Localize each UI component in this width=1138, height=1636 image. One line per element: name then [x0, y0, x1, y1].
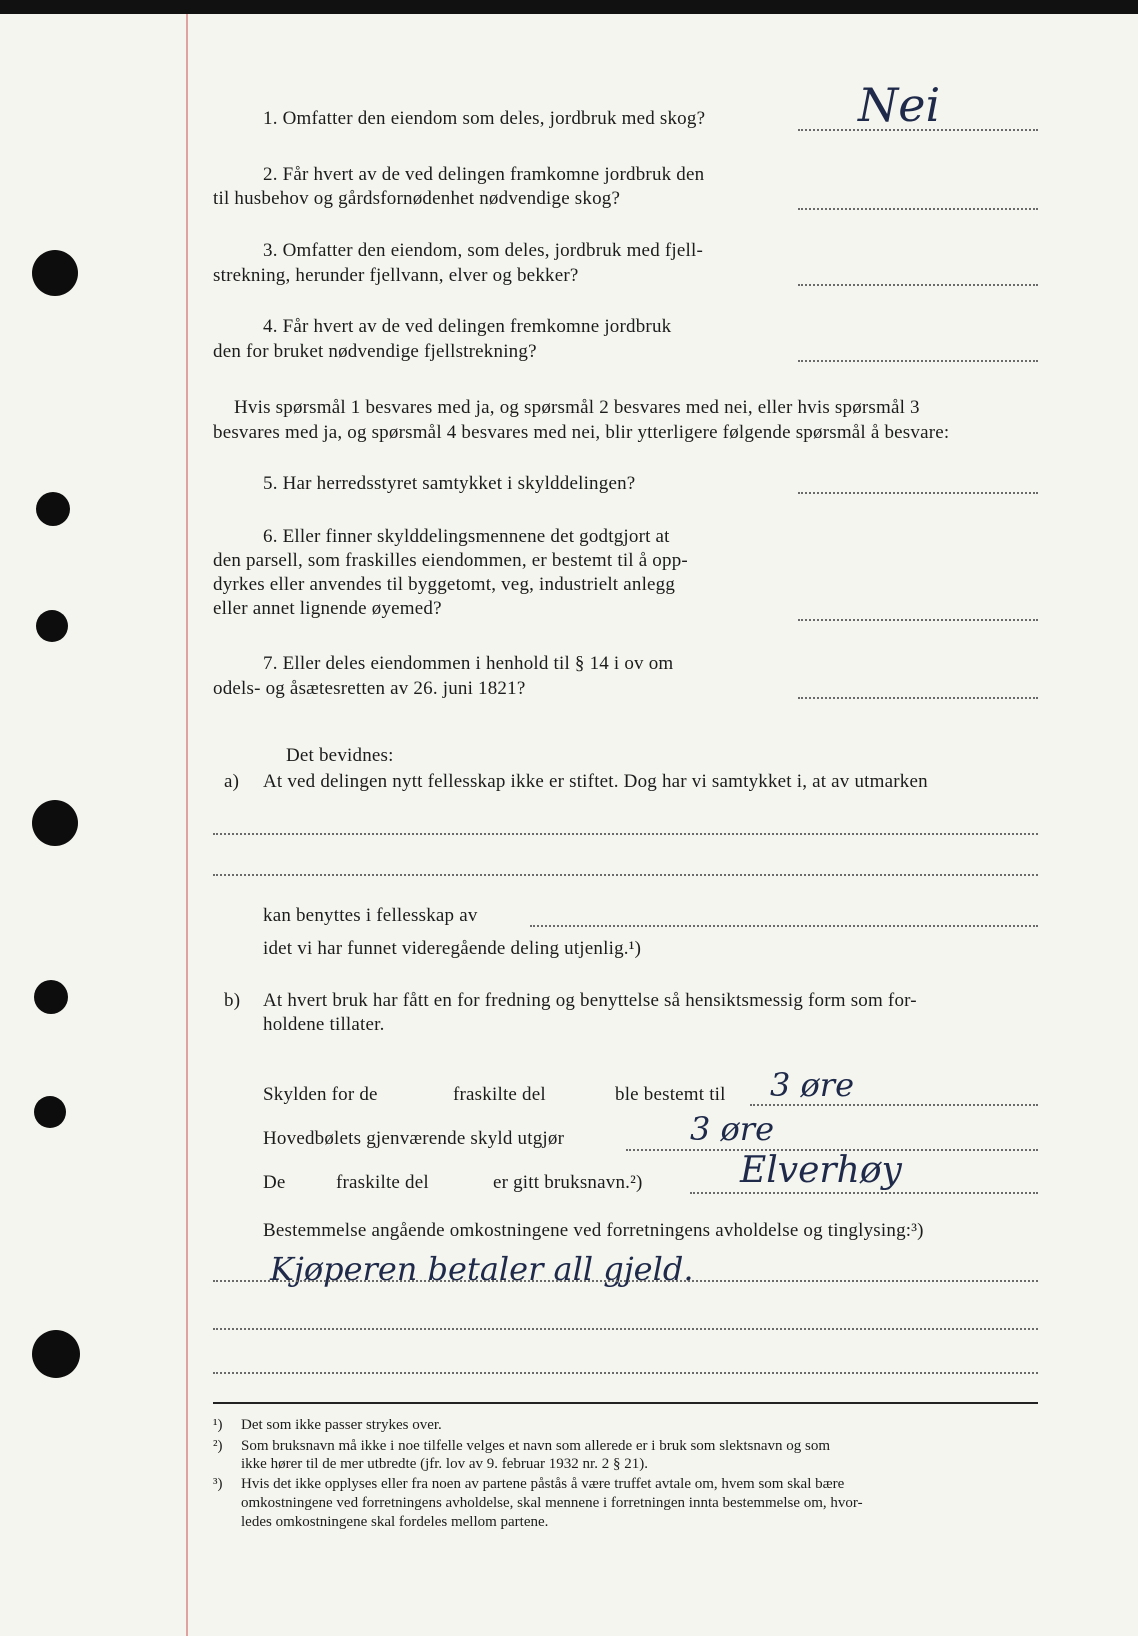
question-6-line-4: eller annet lignende øyemed?	[213, 598, 442, 619]
question-7-line-1: 7. Eller deles eiendommen i henhold til § 14 i ov om	[263, 653, 674, 674]
bruksnavn-label: er gitt bruksnavn.²)	[493, 1172, 643, 1193]
skyld-label-1: Skylden for de	[263, 1084, 378, 1105]
fraskilte-label: fraskilte del	[336, 1172, 429, 1193]
declaration-b-line-2: holdene tillater.	[263, 1014, 385, 1035]
shared-use-label: kan benyttes i fellesskap av	[263, 905, 478, 926]
punch-hole	[32, 1330, 80, 1378]
footnote-1: Det som ikke passer strykes over.	[241, 1417, 442, 1433]
question-6-line-1: 6. Eller finner skylddelingsmennene det godtgjort at	[263, 526, 670, 547]
punch-hole	[32, 250, 78, 296]
answer-line-6	[798, 619, 1038, 621]
cost-line-3	[213, 1372, 1038, 1374]
punch-hole	[34, 1096, 66, 1128]
skyld-value-handwritten: 3 øre	[770, 1066, 855, 1104]
question-7-line-2: odels- og åsætesretten av 26. juni 1821?	[213, 678, 526, 699]
question-4-line-1: 4. Får hvert av de ved delingen fremkomne jordbruk	[263, 316, 672, 337]
further-division-text: idet vi har funnet videregående deling utjenlig.¹)	[263, 938, 642, 959]
question-2-line-1: 2. Får hvert av de ved delingen framkomne jordbruk den	[263, 164, 705, 185]
question-5: 5. Har herredsstyret samtykket i skylddelingen?	[263, 473, 636, 494]
declaration-b-line-1: At hvert bruk har fått en for fredning og benyttelse så hensiktsmessig form som for-	[263, 990, 917, 1011]
footnote-3-line-1: Hvis det ikke opplyses eller fra noen av partene påstås å være truffet avtale om, hvem som skal bære	[241, 1476, 845, 1492]
question-6-line-2: den parsell, som fraskilles eiendommen, er bestemt til å opp-	[213, 550, 688, 571]
declaration-a-text: At ved delingen nytt fellesskap ikke er stiftet. Dog har vi samtykket i, at av utmarken	[263, 771, 928, 792]
footnote-3-line-3: ledes omkostningene skal fordeles mellom partene.	[241, 1514, 549, 1530]
answer-line-2	[798, 208, 1038, 210]
declaration-heading: Det bevidnes:	[286, 745, 394, 766]
skyld-label-3: ble bestemt til	[615, 1084, 726, 1105]
declaration-b-marker: b)	[224, 990, 241, 1011]
margin-rule	[186, 14, 188, 1636]
hovedbol-label: Hovedbølets gjenværende skyld utgjør	[263, 1128, 565, 1149]
cost-line-1	[213, 1280, 1038, 1282]
condition-line-1: Hvis spørsmål 1 besvares med ja, og spørsmål 2 besvares med nei, eller hvis spørsmål 3	[234, 397, 920, 418]
shared-use-line	[530, 925, 1038, 927]
answer-line-5	[798, 492, 1038, 494]
question-3-line-1: 3. Omfatter den eiendom, som deles, jordbruk med fjell-	[263, 240, 703, 261]
footnote-separator	[213, 1402, 1038, 1404]
punch-hole	[32, 800, 78, 846]
punch-hole	[36, 610, 68, 642]
scan-top-edge	[0, 0, 1138, 14]
footnote-1-marker: ¹)	[213, 1417, 223, 1433]
footnote-2-line-2: ikke hører til de mer utbredte (jfr. lov av 9. februar 1932 nr. 2 § 21).	[241, 1456, 648, 1472]
question-3-line-2: strekning, herunder fjellvann, elver og bekker?	[213, 265, 579, 286]
bruksnavn-value-handwritten: Elverhøy	[740, 1150, 902, 1191]
declaration-a-marker: a)	[224, 771, 240, 792]
bruksnavn-line	[690, 1192, 1038, 1194]
footnote-3-marker: ³)	[213, 1476, 223, 1492]
question-4-line-2: den for bruket nødvendige fjellstrekning?	[213, 341, 537, 362]
question-6-line-3: dyrkes eller anvendes til byggetomt, veg, industrielt anlegg	[213, 574, 676, 595]
answer-line-3	[798, 284, 1038, 286]
utmark-line-2	[213, 874, 1038, 876]
footnote-2-line-1: Som bruksnavn må ikke i noe tilfelle velges et navn som allerede er i bruk som slektsnavn og som	[241, 1438, 831, 1454]
cost-line-2	[213, 1328, 1038, 1330]
answer-1-handwritten: Nei	[858, 78, 941, 132]
utmark-line-1	[213, 833, 1038, 835]
skyld-label-2: fraskilte del	[453, 1084, 546, 1105]
de-label: De	[263, 1172, 286, 1193]
answer-line-4	[798, 360, 1038, 362]
question-1: 1. Omfatter den eiendom som deles, jordbruk med skog?	[263, 108, 706, 129]
skyld-line	[750, 1104, 1038, 1106]
answer-line-7	[798, 697, 1038, 699]
footnote-3-line-2: omkostningene ved forretningens avholdelse, skal mennene i forretningen innta bestemmelse om, hvor-	[241, 1495, 863, 1511]
cost-label: Bestemmelse angående omkostningene ved forretningens avholdelse og tinglysing:³)	[263, 1220, 924, 1241]
punch-hole	[36, 492, 70, 526]
cost-value-handwritten: Kjøperen betaler all gjeld.	[270, 1250, 694, 1288]
footnote-2-marker: ²)	[213, 1438, 223, 1454]
condition-line-2: besvares med ja, og spørsmål 4 besvares med nei, blir ytterligere følgende spørsmål å besvare:	[213, 422, 950, 443]
punch-hole	[34, 980, 68, 1014]
hovedbol-value-handwritten: 3 øre	[690, 1110, 775, 1148]
question-2-line-2: til husbehov og gårdsfornødenhet nødvendige skog?	[213, 188, 621, 209]
